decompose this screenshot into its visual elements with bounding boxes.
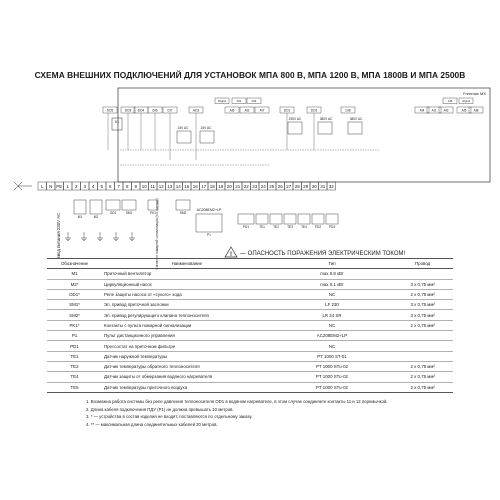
terminal-label: PE: [56, 184, 63, 189]
terminal-label: 4: [91, 184, 95, 189]
table-row: [47, 310, 453, 320]
device-pd2: [312, 214, 324, 224]
table-row: [47, 320, 453, 330]
cell-wire: 2 x 0,75 мм²: [392, 320, 453, 330]
bus-sublabel: AI5: [447, 99, 453, 104]
cell-code: TE4: [47, 372, 102, 382]
cell-code: SM1*: [47, 300, 102, 310]
bus-label: DO1: [283, 108, 291, 113]
table-row: [47, 382, 453, 392]
device-te3: [284, 214, 296, 224]
cell-type: PT 1000 STu-02: [272, 361, 393, 371]
device-te2-label: TE2: [273, 225, 279, 229]
supply-box: [348, 122, 362, 134]
terminal-label: 29: [303, 184, 309, 189]
cell-type: NC: [272, 289, 393, 299]
device-te2: [270, 214, 282, 224]
bus-label: AI6: [229, 108, 235, 113]
supply-380v-b: 380V AC: [349, 117, 363, 121]
cell-name: Датчик наружной температуры: [102, 351, 272, 361]
table-row: [47, 351, 453, 361]
panel-label: AC208EM2+LP: [196, 208, 222, 212]
device-te4: [298, 214, 310, 224]
supply-24v-b: 24V AC: [200, 126, 212, 130]
device-sm1: [122, 200, 136, 210]
note: 4. ** — максимальная длина соединительных кабелей 20 метров.: [86, 421, 218, 427]
terminal-label: 23: [252, 184, 258, 189]
warning-glyph: !: [230, 252, 232, 258]
cell-code: P1: [47, 331, 102, 341]
controller-label: Freemax MX: [463, 91, 486, 96]
device-te4-label: TE4: [301, 225, 307, 229]
device-od1: [106, 200, 120, 210]
cell-name: Датчик температуры обратного теплоносителя: [102, 361, 272, 371]
table-row: [47, 279, 453, 289]
supply-box: [200, 131, 214, 143]
cell-type: max 0.8 кВт: [272, 269, 393, 279]
supply-24v-a: 24V AC: [177, 126, 189, 130]
device-p1: [196, 214, 222, 232]
device-te3-label: TE3: [287, 225, 293, 229]
terminal-label: 19: [218, 184, 224, 189]
cell-name: Прессостат на приточном фильтре: [102, 341, 272, 351]
cell-code: M1: [47, 269, 102, 279]
terminal-label: 1: [66, 184, 69, 189]
table-row: [47, 331, 453, 341]
cell-wire: 3 x 0,75 мм²: [392, 310, 453, 320]
cell-wire: 2 x 0,75 мм²: [392, 289, 453, 299]
terminal-label: 27: [286, 184, 292, 189]
bus-label: AI4: [419, 108, 425, 113]
cell-name: Пульт дистанционного управления: [102, 331, 272, 341]
cell-name: Эл. привод приточной заслонки: [102, 300, 272, 310]
footnotes: [86, 398, 466, 428]
terminal-label: 22: [243, 184, 249, 189]
supply-box: [318, 122, 332, 134]
terminal-label: 16: [192, 184, 198, 189]
device-te1-label: TE1: [259, 225, 265, 229]
terminal-label: 9: [134, 184, 137, 189]
table-row: [47, 269, 453, 279]
cell-code: TE5: [47, 382, 102, 392]
terminal-label: 14: [175, 184, 181, 189]
cell-type: PT 1000 ST-01: [272, 351, 393, 361]
table-row: [47, 289, 453, 299]
table-row: [47, 341, 453, 351]
bus-label: AI8: [473, 108, 479, 113]
bus-sublabel: AIgnd: [462, 99, 470, 104]
device-pd2-label: PD2: [314, 225, 322, 229]
header-type: Тип: [272, 259, 393, 269]
controller-box: [118, 88, 490, 182]
cell-name: Датчик защиты от обмерзания водяного нагревателя: [102, 372, 272, 382]
cell-wire: 2 x 0,75 мм²: [392, 382, 453, 392]
terminal-label: 28: [294, 184, 300, 189]
bus-sublabel: DI1: [236, 99, 242, 104]
cell-wire: [392, 341, 453, 351]
terminal-label: 15: [184, 184, 190, 189]
cell-wire: [392, 351, 453, 361]
terminal-label: 12: [158, 184, 164, 189]
bus-label: AI7: [259, 108, 265, 113]
terminal-label: 13: [167, 184, 173, 189]
cell-type: AC208EM2+LP: [272, 331, 393, 341]
cell-wire: 2 x 0,75 мм²: [392, 361, 453, 371]
fire-signal-label: Сигнал от пожарной сигнализации (н.з. контакт): [155, 198, 159, 270]
relay-k1-label: K1: [114, 120, 120, 124]
device-te1: [256, 214, 268, 224]
cell-name: Контакты с пульта пожарной сигнализации: [102, 320, 272, 330]
bus-label: AO3: [192, 108, 200, 113]
bus-label: DI7: [167, 108, 173, 113]
cell-code: M2*: [47, 279, 102, 289]
device-m1-label: M1: [77, 215, 83, 219]
bus-label: DO5: [106, 108, 114, 113]
table-header-row: [47, 259, 453, 269]
cell-type: NC: [272, 341, 393, 351]
terminal-label: 2: [74, 184, 78, 189]
cell-wire: [392, 269, 453, 279]
device-sm2: [176, 200, 190, 210]
diagram-title: СХЕМА ВНЕШНИХ ПОДКЛЮЧЕНИЙ ДЛЯ УСТАНОВОК МПА 800 В, МПА 1200 В, МПА 1800В И МПА 2500В: [34, 70, 466, 80]
terminal-label: 20: [226, 184, 232, 189]
header-name: Наименование: [102, 259, 272, 269]
terminal-label: 3: [83, 184, 86, 189]
table-row: [47, 372, 453, 382]
note: 3. * — устройства в состав изделия не входят, поставляются по отдельному заказу.: [86, 414, 253, 420]
note: 1. Возможна работа системы без реле давления теплоносителя OD1 в водяном нагревателе, в этом случае соединяете контакты 11 и 12 перемычкой.: [86, 399, 388, 404]
cell-type: NC: [272, 320, 393, 330]
terminal-label: L: [40, 184, 44, 189]
cell-name: Датчик температуры приточного воздуха: [102, 382, 272, 392]
terminal-label: 17: [201, 184, 207, 189]
cell-name: Приточный вентилятор: [102, 269, 272, 279]
cell-type: PT 1000 STu-02: [272, 382, 393, 392]
cell-name: Эл. привод регулирующего клапана теплоносителя: [102, 310, 272, 320]
cell-wire: 3 x 0,75 мм²: [392, 300, 453, 310]
device-od1-label: OD1: [109, 211, 117, 215]
components-table: [47, 258, 453, 393]
device-m1: [74, 200, 86, 214]
bus-label: DI8: [345, 108, 351, 113]
bus-sublabel: DI3: [251, 99, 257, 104]
cell-wire: [392, 331, 453, 341]
warning-text: — ОПАСНОСТЬ ПОРАЖЕНИЯ ЭЛЕКТРИЧЕСКИМ ТОКОМ!: [240, 251, 406, 257]
cell-code: SM2*: [47, 310, 102, 320]
bus-label: DO4: [137, 108, 145, 113]
note: 2. Длина кабеля подключения ПДУ (P1) не должна превышать 10 метров.: [86, 406, 234, 412]
terminal-label: 18: [209, 184, 215, 189]
bus-label: DO3: [124, 108, 132, 113]
cell-type: max 0.1 кВт: [272, 279, 393, 289]
terminal-label: 11: [150, 184, 156, 189]
device-pd1: [238, 214, 254, 224]
supply-230v: 230V AC: [288, 117, 302, 121]
terminal-label: 24: [260, 184, 266, 189]
cell-name: Циркуляционный насос: [102, 279, 272, 289]
bus-label: AI3: [443, 108, 449, 113]
cell-code: PK1*: [47, 320, 102, 330]
cell-wire: 3 x 0,75 мм²: [392, 279, 453, 289]
header-code: Обозначение: [47, 259, 102, 269]
power-input-label: Ввод питания 230V AC: [56, 212, 61, 260]
cell-code: TE2: [47, 361, 102, 371]
device-pd3: [326, 214, 338, 224]
supply-box: [177, 131, 191, 143]
table-row: [47, 300, 453, 310]
bus-label: DO2: [310, 108, 318, 113]
cell-wire: 2 x 0,75 мм²: [392, 372, 453, 382]
cell-type: PT 1000 STu-02: [272, 372, 393, 382]
cell-name: Реле защиты насоса от «сухого» хода: [102, 289, 272, 299]
terminal-label: 26: [277, 184, 283, 189]
terminal-label: 31: [320, 184, 326, 189]
cell-code: TE1: [47, 351, 102, 361]
cell-type: LF 230: [272, 300, 393, 310]
device-m2-label: M2: [93, 215, 99, 219]
cell-type: LR 24 SR: [272, 310, 393, 320]
terminal-label: 7: [117, 184, 120, 189]
bus-label: DI6: [152, 108, 158, 113]
bus-sublabel: DIgnd: [217, 99, 227, 104]
bus-label: AI1: [431, 108, 437, 113]
device-sm2-label: SM2: [179, 211, 187, 215]
bus-label: AI2: [244, 108, 250, 113]
terminal-label: 21: [235, 184, 241, 189]
device-sm1-label: SM1: [125, 211, 133, 215]
table-row: [47, 361, 453, 371]
terminal-label: 6: [108, 184, 112, 189]
cell-code: PD1: [47, 341, 102, 351]
terminal-label: 32: [328, 184, 334, 189]
terminal-label: 10: [141, 184, 147, 189]
terminal-label: 30: [311, 184, 317, 189]
terminal-label: N: [49, 184, 53, 189]
device-p1-label: P1: [207, 233, 211, 237]
cell-code: OD1*: [47, 289, 102, 299]
supply-380v-a: 380V AC: [319, 117, 333, 121]
terminal-label: 25: [269, 184, 275, 189]
device-pk1-label: PK1: [149, 211, 157, 215]
bus-label: AI5: [461, 108, 467, 113]
device-m2: [90, 200, 102, 214]
supply-box: [288, 122, 302, 134]
device-pd3-label: PD3: [328, 225, 336, 229]
header-wire: Провод: [392, 259, 453, 269]
terminal-label: 5: [100, 184, 103, 189]
terminal-label: 8: [125, 184, 129, 189]
device-pd1-label: PD1: [242, 225, 250, 229]
